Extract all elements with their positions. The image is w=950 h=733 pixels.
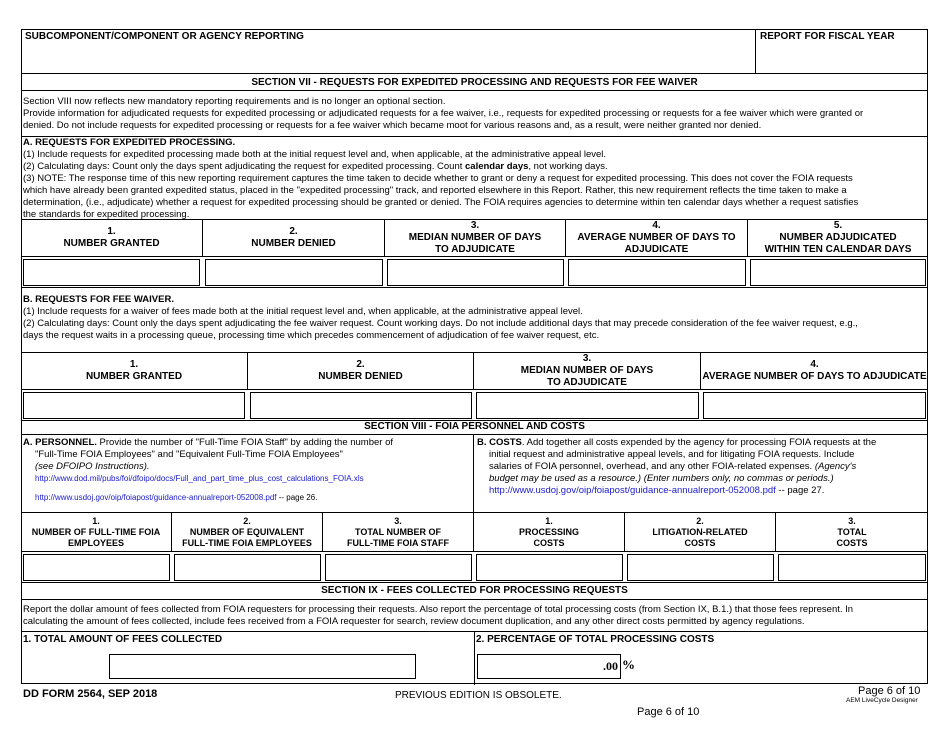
expedited-median-days-input[interactable] [387,259,564,286]
total-costs-input[interactable] [778,554,926,581]
fee-waiver-col-header: 2. NUMBER DENIED [248,353,474,389]
expedited-col-header: 3. MEDIAN NUMBER OF DAYS TO ADJUDICATE [385,220,566,256]
costs-guidance-link[interactable]: http://www.usdoj.gov/oip/foiapost/guidance-annualreport-052008.pdf [489,485,776,496]
costs-col-header: 3. TOTAL COSTS [836,515,868,548]
section-9-title: SECTION IX - FEES COLLECTED FOR PROCESSING REQUESTS [21,583,928,600]
expedited-table [21,219,928,288]
fiscal-year-input[interactable] [759,46,925,72]
full-time-employees-input[interactable] [23,554,170,581]
expedited-col-header: 4. AVERAGE NUMBER OF DAYS TO ADJUDICATE [566,220,748,256]
fee-waiver-col-header: 1. NUMBER GRANTED [21,353,248,389]
fees-collected-input[interactable] [109,654,416,679]
page-number-right: Page 6 of 10 [858,685,921,697]
personnel-col-header: 3. TOTAL NUMBER OF FULL-TIME FOIA STAFF [323,513,474,551]
designer-label: AEM LiveCycle Designer [846,697,918,704]
personnel-col-header: 1. NUMBER OF FULL-TIME FOIA EMPLOYEES [21,513,172,551]
personnel-col-header: 2. NUMBER OF EQUIVALENT FULL-TIME FOIA EMPLOYEES [172,513,323,551]
fees-collected-label: 1. TOTAL AMOUNT OF FEES COLLECTED [23,634,223,645]
expedited-average-days-input[interactable] [568,259,746,286]
equivalent-employees-input[interactable] [174,554,321,581]
expedited-granted-input[interactable] [23,259,200,286]
litigation-costs-input[interactable] [627,554,774,581]
personnel-costs-table [21,512,928,583]
fee-waiver-granted-input[interactable] [23,392,245,419]
fee-waiver-col-header: 3. MEDIAN NUMBER OF DAYS TO ADJUDICATE [474,353,701,389]
fee-waiver-col-header: 4. AVERAGE NUMBER OF DAYS TO ADJUDICATE [702,359,927,382]
percentage-label: 2. PERCENTAGE OF TOTAL PROCESSING COSTS [476,634,715,645]
section-7-intro: Section VIII now reflects new mandatory reporting requirements and is no longer an optional section. Provide information for adjudicated requests for expedited processing or adjudicated requests for a fee waiver, i.e., requests for expedited processing or requests for a fee waiver which were granted or denied. Do not include requests for expedited processing or requests for a fee waiver which became moot for various reasons and, as a result, were neither granted nor denied. [23,96,864,131]
agency-reporting-cell [21,29,756,74]
fees-instructions: Report the dollar amount of fees collected from FOIA requesters for processing their requests. Also report the percentage of total processing costs (from Section IX, B.1.) that those fees represent. In calculating the amount of fees collected, include fees received from a FOIA requester for search, review document duplication, and any other direct costs permitted by agency regulations. [23,604,854,627]
section-8-title: SECTION VIII - FOIA PERSONNEL AND COSTS [21,420,928,435]
expedited-col-header: 2. NUMBER DENIED [203,220,385,256]
personnel-calc-link[interactable]: http://www.dod.mil/pubs/foi/dfoipo/docs/Full_and_part_time_plus_cost_calculations_FOIA.xls [35,474,364,483]
percentage-input[interactable]: .00 [477,654,621,679]
page-number-bottom: Page 6 of 10 [637,706,700,718]
percent-sign: % [622,657,635,672]
annual-report-guidance-link[interactable]: http://www.usdoj.gov/oip/foiapost/guidance-annualreport-052008.pdf [35,493,277,502]
fee-waiver-median-days-input[interactable] [476,392,699,419]
expedited-within-ten-days-input[interactable] [750,259,926,286]
expedited-denied-input[interactable] [205,259,383,286]
section-7-title: SECTION VII - REQUESTS FOR EXPEDITED PROCESSING AND REQUESTS FOR FEE WAIVER [21,73,928,91]
fee-waiver-instructions: B. REQUESTS FOR FEE WAIVER. (1) Include requests for a waiver of fees made both at the initial request level and, when applicable, at the administrative appeal level. (2) Calculating days: Count only the days spent adjudicating the fee waiver request. Count working days. Do not include additional days that may precede consideration of the fee waiver request, e.g., days the request waits in a processing queue, processing time which precedes commencement of adjudication of fee waiver request, etc. [23,294,858,341]
form-number: DD FORM 2564, SEP 2018 [23,688,158,700]
fees-row [21,631,928,684]
costs-col-header: 1. PROCESSING COSTS [474,513,625,551]
fee-waiver-denied-input[interactable] [250,392,472,419]
costs-col-header: 2. LITIGATION-RELATED COSTS [625,513,776,551]
agency-reporting-label: SUBCOMPONENT/COMPONENT OR AGENCY REPORTING [25,31,304,42]
personnel-block: A. PERSONNEL. Provide the number of "Full-Time FOIA Staff" by adding the number of "Full-Time FOIA Employees" and "Equivalent Full-Time FOIA Employees" (see DFOIPO Instructions). http://www.dod.mil/pubs/foi/dfoipo/docs/Full_and_part_time_plus_cost_calculations_FOIA.xls http://www.usdoj.gov/oip/foiapost/guidance-annualreport-052008.pdf -- page 26. [21,435,474,512]
processing-costs-input[interactable] [476,554,623,581]
expedited-col-header: 1. NUMBER GRANTED [21,220,203,256]
costs-block: B. COSTS. Add together all costs expended by the agency for processing FOIA requests at the initial request and administrative appeal levels, and for litigating FOIA requests. Include salaries of FOIA personnel, overhead, and any other FOIA-related expenses. (Agency's budget may be used as a resource.) (Enter numbers only, no commas or periods.) http://www.usdoj.gov/oip/foiapost/guidance-annualreport-052008.pdf -- page 27. [477,437,877,496]
fee-waiver-average-days-input[interactable] [703,392,926,419]
total-staff-input[interactable] [325,554,472,581]
expedited-col-header: 5. NUMBER ADJUDICATED WITHIN TEN CALENDAR DAYS [764,220,912,255]
fee-waiver-table [21,352,928,421]
fiscal-year-label: REPORT FOR FISCAL YEAR [760,31,895,42]
expedited-instructions: A. REQUESTS FOR EXPEDITED PROCESSING. (1) Include requests for expedited processing made both at the initial request level and, when applicable, at the administrative appeal level. (2) Calculating days: Count only the days spent adjudicating the request for expedited processing. Count calendar days, not working days. (3) NOTE: The response time of this new reporting requirement captures the time taken to decide whether to grant or deny a request for expedited processing. This does not cover the FOIA requests which have already been granted expedited status, placed in the "expedited processing" track, and reported elsewhere in this Report. Rather, this new requirement reflects the time taken to make a determination, (i.e., adjudicate) whether a request for expedited processing should be granted or denied. The FOIA requires agencies to determine within ten calendar days whether a request satisfies the standards for expedited processing. [21,136,928,221]
obsolete-notice: PREVIOUS EDITION IS OBSOLETE. [395,690,562,701]
agency-reporting-input[interactable] [24,45,752,71]
